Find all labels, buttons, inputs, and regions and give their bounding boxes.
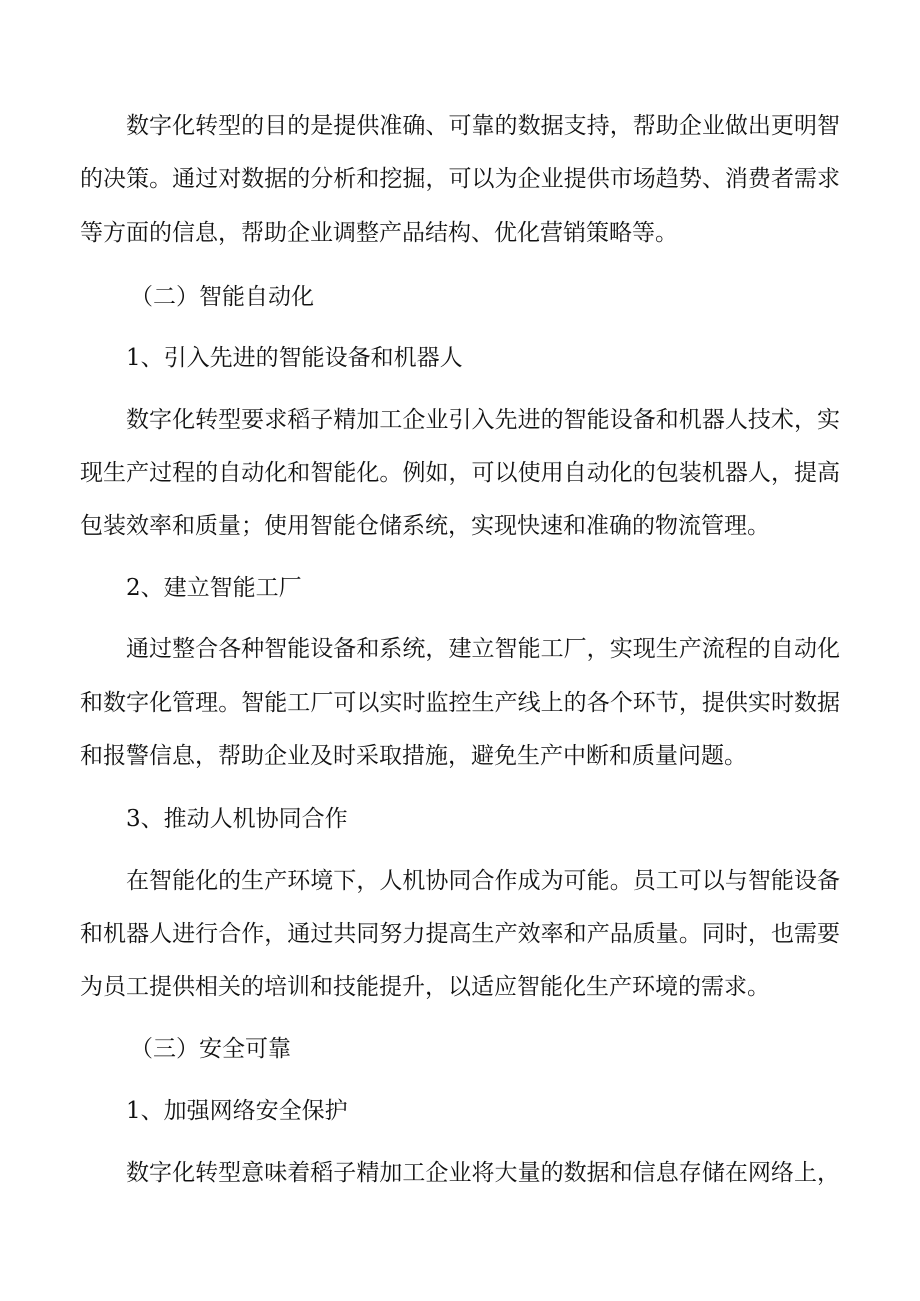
subheading-2-1: 1、引入先进的智能设备和机器人 — [126, 345, 463, 371]
paragraph-3-line-2: 和数字化管理。智能工厂可以实时监控生产线上的各个环节，提供实时数据 — [80, 690, 840, 716]
paragraph-1-line-2: 的决策。通过对数据的分析和挖掘，可以为企业提供市场趋势、消费者需求 — [80, 166, 840, 192]
paragraph-1-line-1: 数字化转型的目的是提供准确、可靠的数据支持，帮助企业做出更明智 — [126, 113, 840, 139]
subheading-3-1: 1、加强网络安全保护 — [126, 1098, 348, 1124]
subheading-2-3: 3、推动人机协同合作 — [126, 806, 348, 832]
paragraph-1-line-3: 等方面的信息，帮助企业调整产品结构、优化营销策略等。 — [80, 220, 678, 246]
paragraph-3-line-1: 通过整合各种智能设备和系统，建立智能工厂，实现生产流程的自动化 — [126, 636, 840, 662]
section-heading-3: （三）安全可靠 — [130, 1036, 291, 1062]
section-heading-2: （二）智能自动化 — [130, 284, 314, 310]
paragraph-3-line-3: 和报警信息，帮助企业及时采取措施，避免生产中断和质量问题。 — [80, 743, 747, 769]
paragraph-2-line-2: 现生产过程的自动化和智能化。例如，可以使用自动化的包装机器人，提高 — [80, 460, 840, 486]
paragraph-5-line-1: 数字化转型意味着稻子精加工企业将大量的数据和信息存储在网络上， — [126, 1160, 840, 1186]
paragraph-2-line-1: 数字化转型要求稻子精加工企业引入先进的智能设备和机器人技术，实 — [126, 407, 840, 433]
subheading-2-2: 2、建立智能工厂 — [126, 575, 302, 601]
paragraph-4-line-3: 为员工提供相关的培训和技能提升，以适应智能化生产环境的需求。 — [80, 974, 770, 1000]
paragraph-4-line-1: 在智能化的生产环境下，人机协同合作成为可能。员工可以与智能设备 — [126, 868, 840, 894]
paragraph-4-line-2: 和机器人进行合作，通过共同努力提高生产效率和产品质量。同时，也需要 — [80, 921, 840, 947]
paragraph-2-line-3: 包装效率和质量；使用智能仓储系统，实现快速和准确的物流管理。 — [80, 513, 770, 539]
